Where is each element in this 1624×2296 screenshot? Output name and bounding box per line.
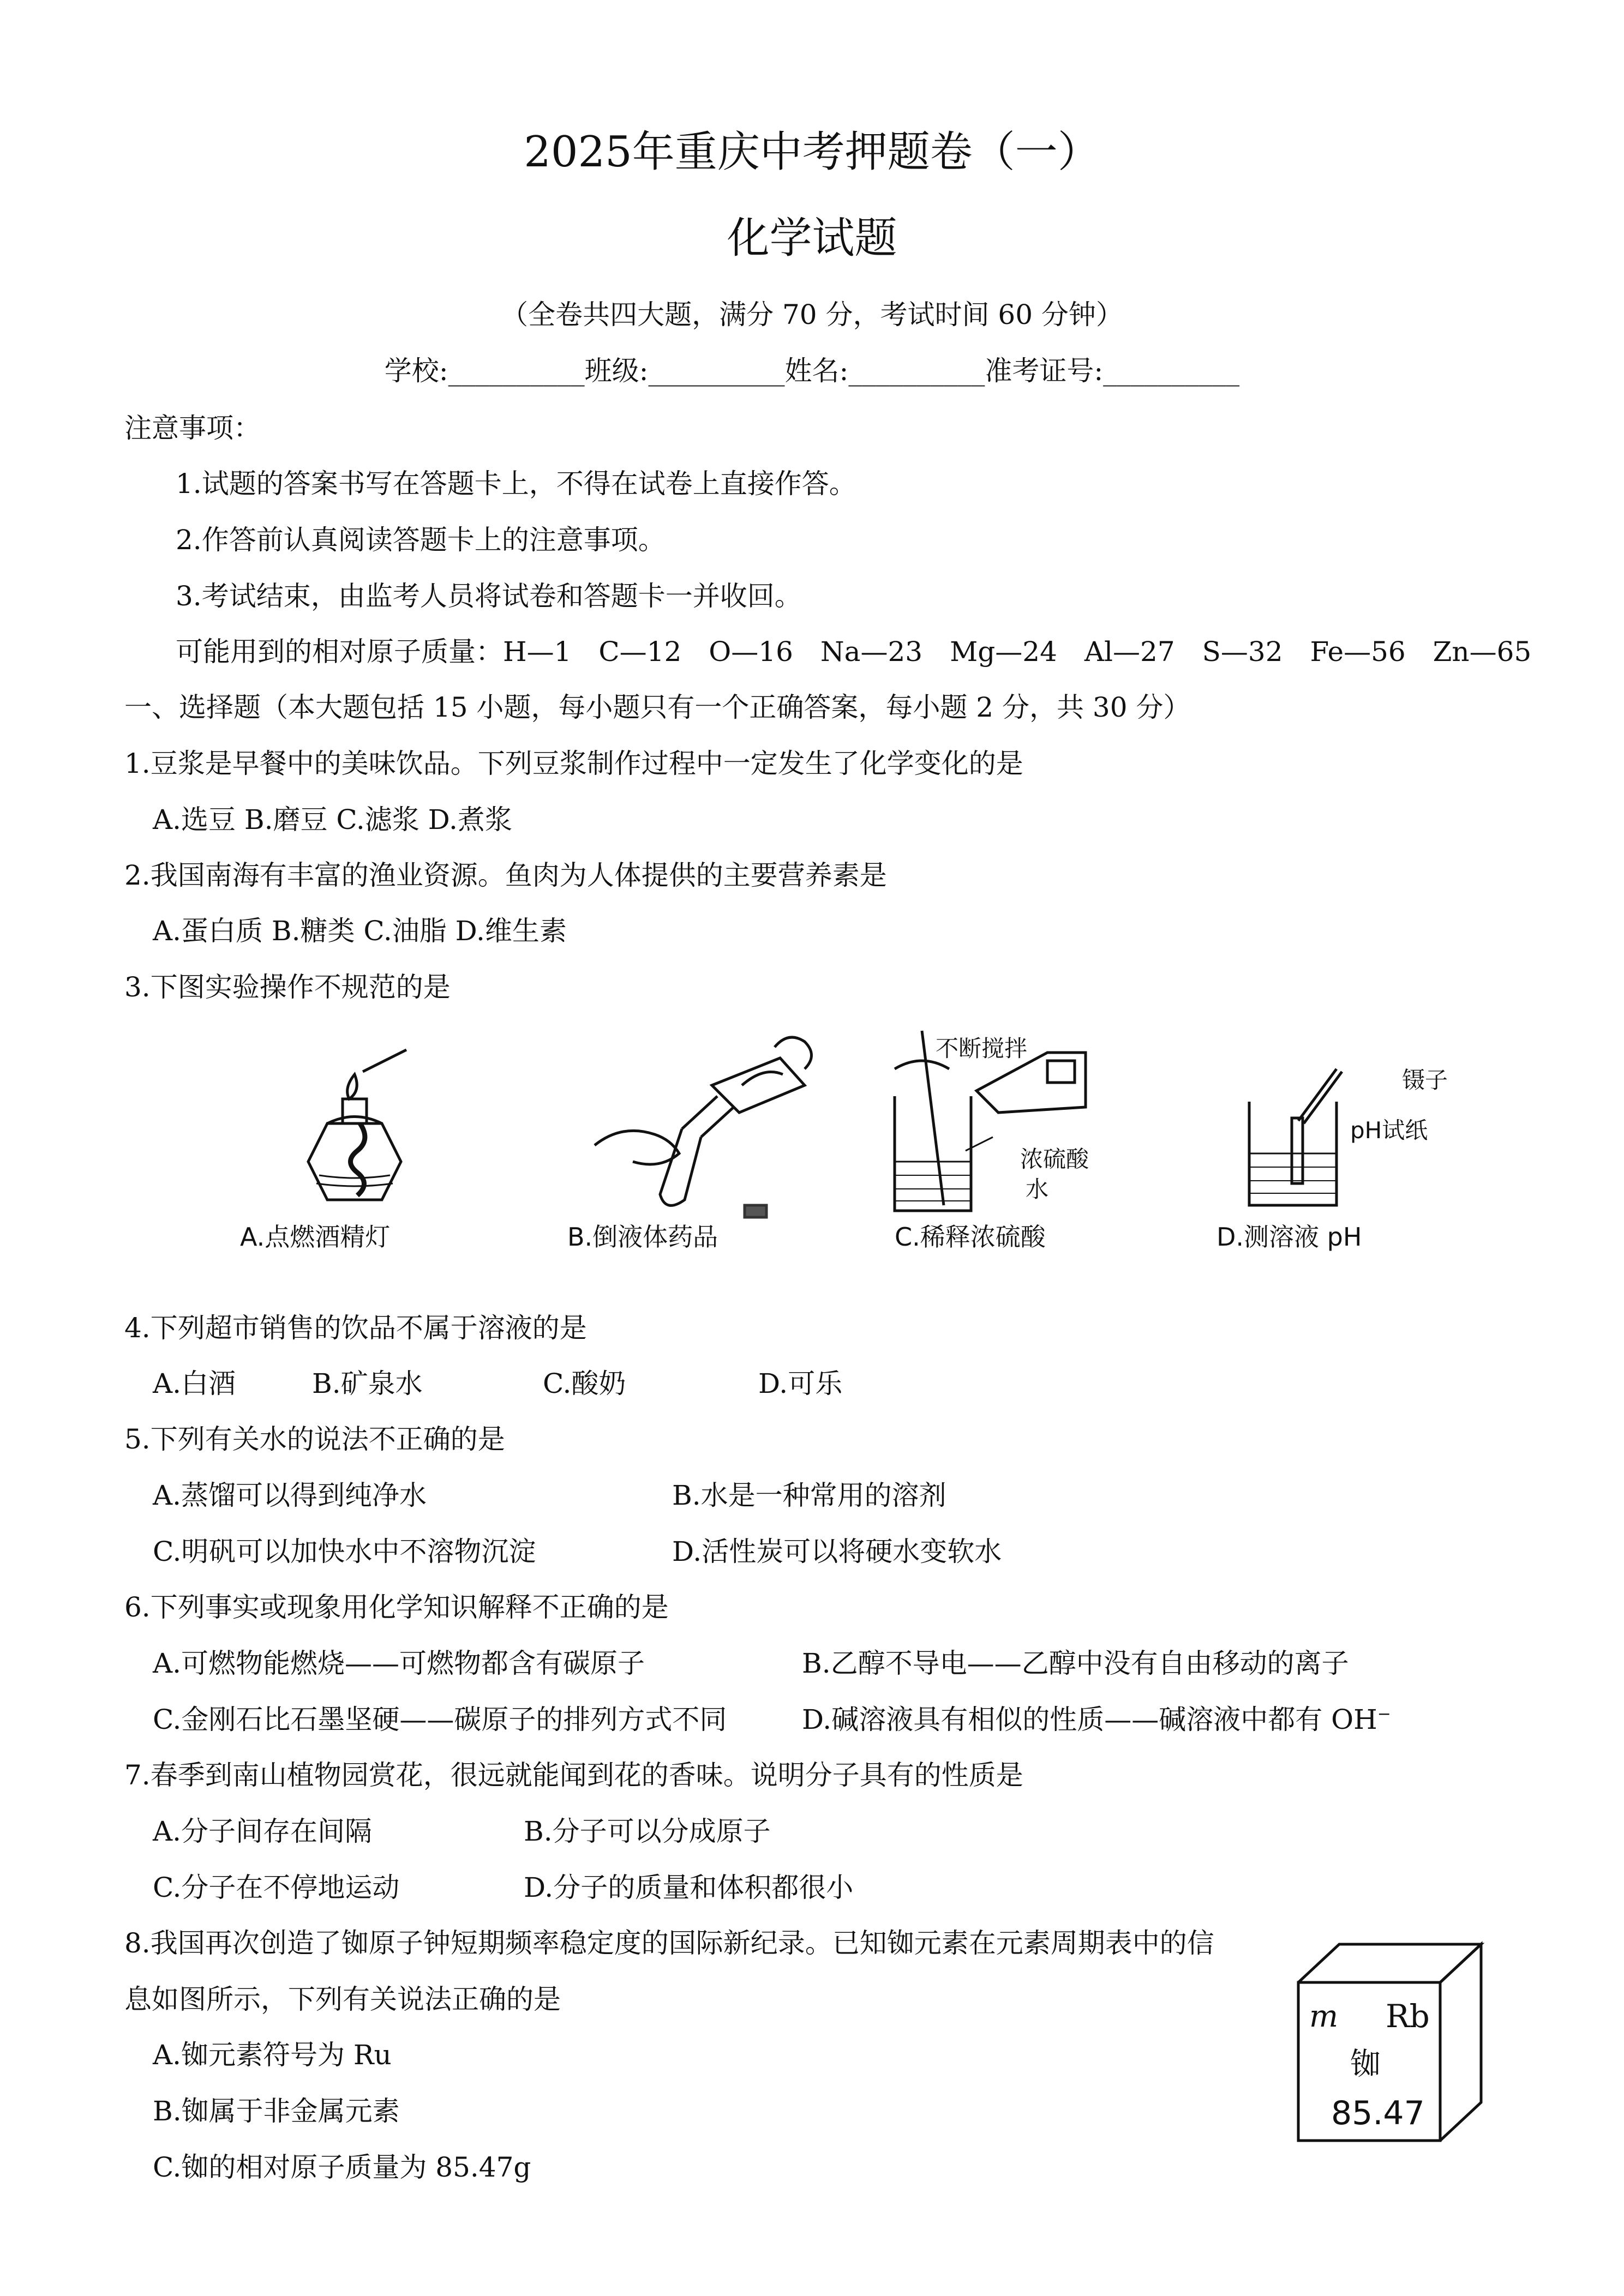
ph-paper-label: pH试纸 (1350, 1117, 1428, 1144)
water-label: 水 (1026, 1176, 1049, 1203)
stir-label: 不断搅拌 (936, 1035, 1028, 1062)
question-6-option-a: A.可燃物能燃烧——可燃物都含有碳原子 (153, 1648, 645, 1679)
question-6-stem: 6.下列事实或现象用化学知识解释不正确的是 (124, 1591, 669, 1623)
page-title: 2025年重庆中考押题卷（一） (524, 128, 1100, 177)
question-8-option-c: C.铷的相对原子质量为 85.47g (153, 2151, 531, 2183)
student-info-line: 学校:__________班级:__________姓名:__________准考证号:__________ (384, 355, 1240, 387)
question-7-option-a: A.分子间存在间隔 (153, 1816, 373, 1847)
notice-item-2: 2.作答前认真阅读答题卡上的注意事项。 (176, 524, 666, 556)
figure-caption-c: C.稀释浓硫酸 (895, 1222, 1046, 1252)
atomic-masses: 可能用到的相对原子质量：H—1 C—12 O—16 Na—23 Mg—24 Al—27 S—32 Fe—56 Zn—65 (176, 636, 1532, 668)
question-4-option-b: B.矿泉水 (312, 1368, 423, 1399)
question-2-options: A.蛋白质 B.糖类 C.油脂 D.维生素 (153, 915, 567, 947)
question-1-options: A.选豆 B.磨豆 C.滤浆 D.煮浆 (153, 804, 512, 836)
figure-caption-a: A.点燃酒精灯 (240, 1222, 391, 1252)
question-5-option-c: C.明矾可以加快水中不溶物沉淀 (153, 1536, 536, 1567)
question-7-option-b: B.分子可以分成原子 (524, 1816, 771, 1847)
question-6-option-d (802, 1706, 1391, 1733)
question-8-stem-line-1: 8.我国再次创造了铷原子钟短期频率稳定度的国际新纪录。已知铷元素在元素周期表中的信 (124, 1927, 1214, 1959)
element-number: m (1309, 1999, 1339, 2034)
acid-label: 浓硫酸 (1020, 1146, 1089, 1173)
question-4-stem: 4.下列超市销售的饮品不属于溶液的是 (124, 1312, 587, 1344)
notice-item-1: 1.试题的答案书写在答题卡上，不得在试卷上直接作答。 (176, 468, 856, 500)
pouring-liquid-figure (589, 1025, 818, 1222)
question-5-option-b: B.水是一种常用的溶剂 (672, 1480, 946, 1511)
question-7-option-c: C.分子在不停地运动 (153, 1872, 400, 1903)
question-7-stem: 7.春季到南山植物园赏花，很远就能闻到花的香味。说明分子具有的性质是 (124, 1759, 1023, 1791)
question-4-option-a: A.白酒 (153, 1368, 236, 1399)
question-8-option-a: A.铷元素符号为 Ru (153, 2039, 392, 2071)
question-5-stem: 5.下列有关水的说法不正确的是 (124, 1423, 505, 1455)
question-7-option-d: D.分子的质量和体积都很小 (524, 1872, 854, 1903)
question-8-option-b: B.铷属于非金属元素 (153, 2095, 400, 2127)
figure-caption-b: B.倒液体药品 (567, 1222, 718, 1252)
question-4-option-c: C.酸奶 (543, 1368, 626, 1399)
page-subtitle: 化学试题 (727, 214, 897, 263)
exam-note: （全卷共四大题，满分 70 分，考试时间 60 分钟） (501, 299, 1123, 330)
question-4-option-d: D.可乐 (758, 1368, 843, 1399)
question-5-option-d: D.活性炭可以将硬水变软水 (672, 1536, 1002, 1567)
notice-heading: 注意事项： (124, 412, 261, 444)
tweezers-label: 镊子 (1402, 1067, 1448, 1093)
alcohol-lamp-figure (262, 1053, 447, 1216)
element-name: 铷 (1350, 2047, 1381, 2082)
question-6-option-d-text: D.碱溶液具有相似的性质——碱溶液中都有 OH (802, 1704, 1377, 1735)
element-symbol: Rb (1386, 1998, 1430, 2035)
notice-item-3: 3.考试结束，由监考人员将试卷和答题卡一并收回。 (176, 580, 802, 612)
question-2-stem: 2.我国南海有丰富的渔业资源。鱼肉为人体提供的主要营养素是 (124, 860, 887, 891)
hydroxide-charge: − (1377, 1704, 1391, 1724)
figure-caption-d: D.测溶液 pH (1216, 1222, 1362, 1252)
question-1-stem: 1.豆浆是早餐中的美味饮品。下列豆浆制作过程中一定发生了化学变化的是 (124, 748, 1023, 779)
element-mass: 85.47 (1331, 2094, 1425, 2132)
question-5-option-a: A.蒸馏可以得到纯净水 (153, 1480, 427, 1511)
question-6-option-b: B.乙醇不导电——乙醇中没有自由移动的离子 (802, 1648, 1349, 1679)
question-6-option-c: C.金刚石比石墨坚硬——碳原子的排列方式不同 (153, 1704, 727, 1735)
section-1-heading: 一、选择题（本大题包括 15 小题，每小题只有一个正确答案，每小题 2 分，共 30 分） (124, 692, 1191, 723)
question-3-stem: 3.下图实验操作不规范的是 (124, 971, 451, 1003)
question-8-stem-line-2: 息如图所示，下列有关说法正确的是 (124, 1984, 561, 2015)
